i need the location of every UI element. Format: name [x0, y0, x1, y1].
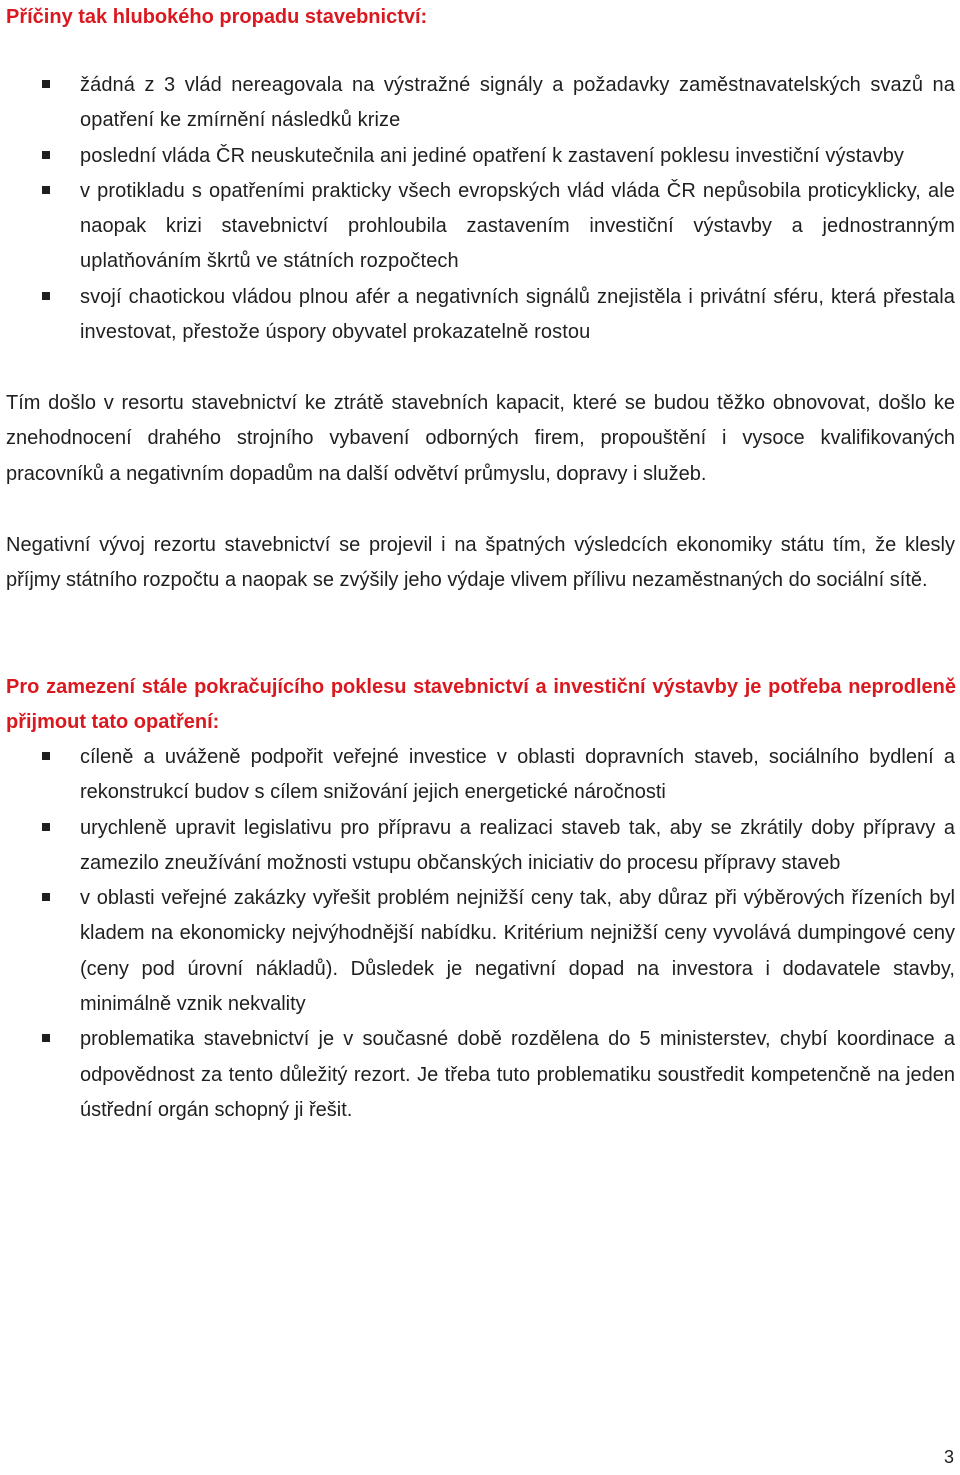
square-bullet-icon	[42, 893, 50, 901]
economic-impact-paragraph: Negativní vývoj rezortu stavebnictví se projevil i na špatných výsledcích ekonomiky státu tím, že klesly příjmy státního rozpočtu a naopak se zvýšily jeho výdaje vlivem přílivu nezaměstnaných do sociální sítě.	[6, 534, 955, 592]
causes-heading: Příčiny tak hlubokého propadu stavebnictví:	[6, 6, 428, 28]
list-item-text: cíleně a uváženě podpořit veřejné investice v oblasti dopravních staveb, sociálního bydlení a rekonstrukcí budov s cílem snižování jejich energetické náročnosti	[80, 746, 955, 804]
list-item	[0, 139, 955, 174]
square-bullet-icon	[42, 752, 50, 760]
page-number: 3	[943, 1447, 954, 1467]
list-item	[0, 68, 955, 139]
list-item-text: v oblasti veřejné zakázky vyřešit problém nejnižší ceny tak, aby důraz při výběrových řízeních byl kladem na ekonomicky nejvýhodnější nabídku. Kritérium nejnižší ceny vyvolává dumpingové ceny (ceny pod úrovní nákladů). Důsledek je negativní dopad na investora i dodavatele stavby, minimálně vznik nekvality	[80, 887, 955, 1016]
list-item	[0, 740, 955, 811]
list-item-text: v protikladu s opatřeními prakticky všech evropských vlád vláda ČR nepůsobila proticyklicky, ale naopak krizi stavebnictví prohloubila zastavením investiční výstavby a jednostranným uplatňováním škrtů ve státních rozpočtech	[80, 179, 955, 273]
list-item-text: svojí chaotickou vládou plnou afér a negativních signálů znejistěla i privátní sféru, která přestala investovat, přestože úspory obyvatel prokazatelně rostou	[80, 285, 955, 344]
square-bullet-icon	[42, 80, 50, 88]
measures-heading: Pro zamezení stále pokračujícího poklesu stavebnictví a investiční výstavby je potřeba neprodleně přijmout tato opatření:	[6, 676, 956, 733]
list-item-text: poslední vláda ČR neuskutečnila ani jediné opatření k zastavení poklesu investiční výstavby	[80, 144, 905, 167]
consequences-paragraph: Tím došlo v resortu stavebnictví ke ztrátě stavebních kapacit, které se budou těžko obnovovat, došlo ke znehodnocení drahého strojního vybavení odborných firem, propouštění i vysoce kvalifikovaných pracovníků a negativním dopadům na další odvětví průmyslu, dopravy i služeb.	[6, 392, 955, 485]
square-bullet-icon	[42, 292, 50, 300]
list-item	[0, 881, 955, 1022]
list-item	[0, 174, 955, 280]
square-bullet-icon	[42, 186, 50, 194]
square-bullet-icon	[42, 823, 50, 831]
causes-list	[0, 68, 955, 350]
square-bullet-icon	[42, 1034, 50, 1042]
measures-list	[0, 740, 955, 1128]
list-item-text: urychleně upravit legislativu pro přípravu a realizaci staveb tak, aby se zkrátily doby přípravy a zamezilo zneužívání možnosti vstupu občanských iniciativ do procesu přípravy staveb	[80, 816, 955, 874]
square-bullet-icon	[42, 151, 50, 159]
list-item-text: žádná z 3 vlád nereagovala na výstražné signály a požadavky zaměstnavatelských svazů na opatření ke zmírnění následků krize	[80, 74, 955, 132]
list-item	[0, 811, 955, 882]
list-item-text: problematika stavebnictví je v současné době rozdělena do 5 ministerstev, chybí koordinace a odpovědnost za tento důležitý rezort. Je třeba tuto problematiku soustředit kompetenčně na jeden ústřední orgán schopný ji řešit.	[80, 1028, 955, 1121]
list-item	[0, 280, 955, 351]
list-item	[0, 1022, 955, 1128]
